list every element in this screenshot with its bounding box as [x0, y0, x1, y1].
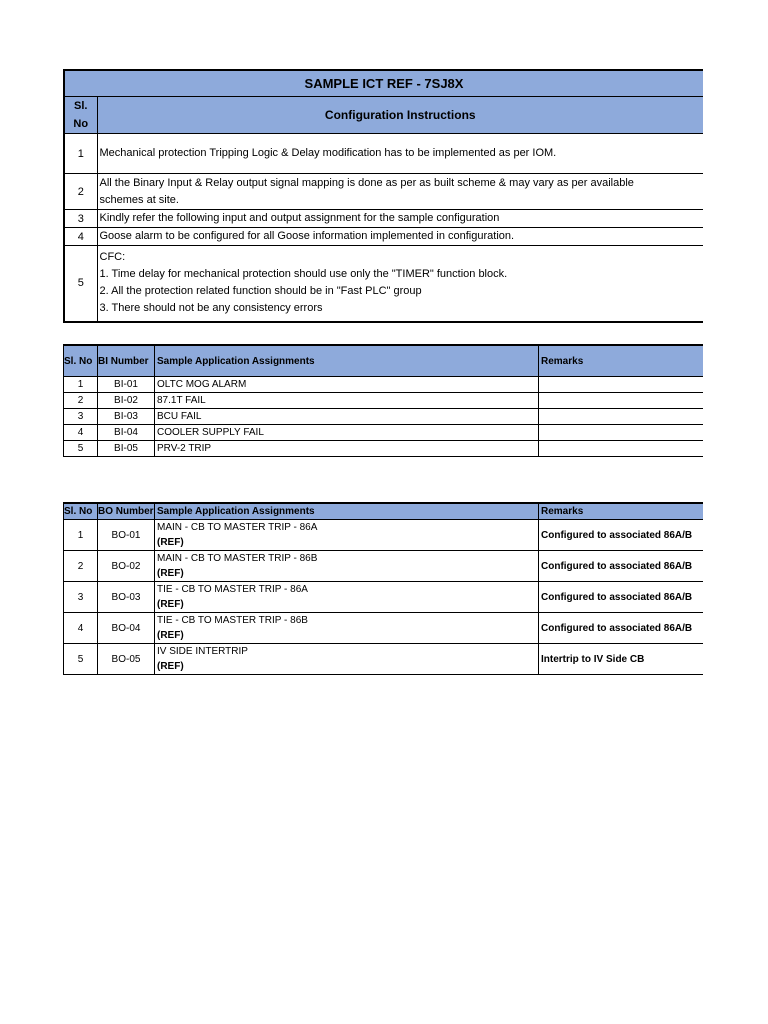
cell-bi-number: BI-01 — [98, 377, 155, 393]
cell-bi-number: BI-03 — [98, 409, 155, 425]
cell-bo-number: BO-02 — [98, 551, 155, 582]
cell-assignment: TIE - CB TO MASTER TRIP - 86B (REF) — [155, 613, 539, 644]
binary-input-table — [63, 344, 703, 457]
cell-sl: 1 — [64, 377, 98, 393]
cell-sl: 5 — [64, 644, 98, 675]
instruction-text: Kindly refer the following input and output assignment for the sample configuration — [97, 210, 703, 228]
row-sl: 5 — [64, 246, 97, 322]
table-title: SAMPLE ICT REF - 7SJ8X — [64, 70, 703, 97]
cell-bi-number: BI-02 — [98, 393, 155, 409]
cell-bi-number: BI-05 — [98, 441, 155, 457]
cell-remarks: Configured to associated 86A/B — [539, 520, 704, 551]
cell-bo-number: BO-03 — [98, 582, 155, 613]
instructions-header: Configuration Instructions — [97, 97, 703, 134]
cell-sl: 2 — [64, 551, 98, 582]
cell-remarks — [539, 377, 704, 393]
row-sl: 2 — [64, 174, 97, 210]
cell-bi-number: BI-04 — [98, 425, 155, 441]
col-header-sl: Sl. No — [64, 503, 98, 520]
binary-output-table — [63, 502, 703, 675]
cell-assignment: 87.1T FAIL — [155, 393, 539, 409]
instruction-text: CFC: 1. Time delay for mechanical protection should use only the "TIMER" function block. 2. All the protection related function should be in "Fast PLC" group 3. There should not be any consistency errors — [97, 246, 703, 322]
cell-sl: 3 — [64, 409, 98, 425]
cell-remarks: Intertrip to IV Side CB — [539, 644, 704, 675]
col-header-bi-number: BI Number — [98, 345, 155, 377]
cell-remarks: Configured to associated 86A/B — [539, 613, 704, 644]
cell-remarks — [539, 425, 704, 441]
cell-sl: 2 — [64, 393, 98, 409]
col-header-assignments: Sample Application Assignments — [155, 503, 539, 520]
cell-bo-number: BO-04 — [98, 613, 155, 644]
table-row — [64, 644, 704, 675]
cell-assignment: BCU FAIL — [155, 409, 539, 425]
col-header-remarks: Remarks — [539, 345, 704, 377]
table-row — [64, 393, 704, 409]
cell-sl: 4 — [64, 613, 98, 644]
cell-remarks: Configured to associated 86A/B — [539, 582, 704, 613]
cell-sl: 1 — [64, 520, 98, 551]
cell-assignment: MAIN - CB TO MASTER TRIP - 86B (REF) — [155, 551, 539, 582]
cell-sl: 4 — [64, 425, 98, 441]
table-row — [64, 441, 704, 457]
instruction-text: Mechanical protection Tripping Logic & Delay modification has to be implemented as per IOM. — [97, 134, 703, 174]
table-row — [64, 520, 704, 551]
cell-remarks — [539, 441, 704, 457]
row-sl: 1 — [64, 134, 97, 174]
col-header-assignments: Sample Application Assignments — [155, 345, 539, 377]
col-header-remarks: Remarks — [539, 503, 704, 520]
instruction-text: All the Binary Input & Relay output signal mapping is done as per as built scheme & may vary as per available schemes at site. — [97, 174, 703, 210]
cell-remarks — [539, 409, 704, 425]
table-row — [64, 377, 704, 393]
cell-assignment: IV SIDE INTERTRIP (REF) — [155, 644, 539, 675]
cell-assignment: COOLER SUPPLY FAIL — [155, 425, 539, 441]
table-row — [64, 425, 704, 441]
cell-assignment: TIE - CB TO MASTER TRIP - 86A (REF) — [155, 582, 539, 613]
config-instructions-table — [63, 69, 703, 323]
row-sl: 3 — [64, 210, 97, 228]
cell-assignment: MAIN - CB TO MASTER TRIP - 86A (REF) — [155, 520, 539, 551]
cell-bo-number: BO-01 — [98, 520, 155, 551]
cell-bo-number: BO-05 — [98, 644, 155, 675]
sl-no-header: Sl. No — [64, 97, 97, 134]
table-row — [64, 409, 704, 425]
table-row — [64, 613, 704, 644]
col-header-bo-number: BO Number — [98, 503, 155, 520]
cell-assignment: OLTC MOG ALARM — [155, 377, 539, 393]
table-row — [64, 582, 704, 613]
col-header-sl: Sl. No — [64, 345, 98, 377]
cell-remarks: Configured to associated 86A/B — [539, 551, 704, 582]
cell-assignment: PRV-2 TRIP — [155, 441, 539, 457]
cell-remarks — [539, 393, 704, 409]
table-row — [64, 551, 704, 582]
cell-sl: 3 — [64, 582, 98, 613]
row-sl: 4 — [64, 228, 97, 246]
cell-sl: 5 — [64, 441, 98, 457]
instruction-text: Goose alarm to be configured for all Goose information implemented in configuration. — [97, 228, 703, 246]
